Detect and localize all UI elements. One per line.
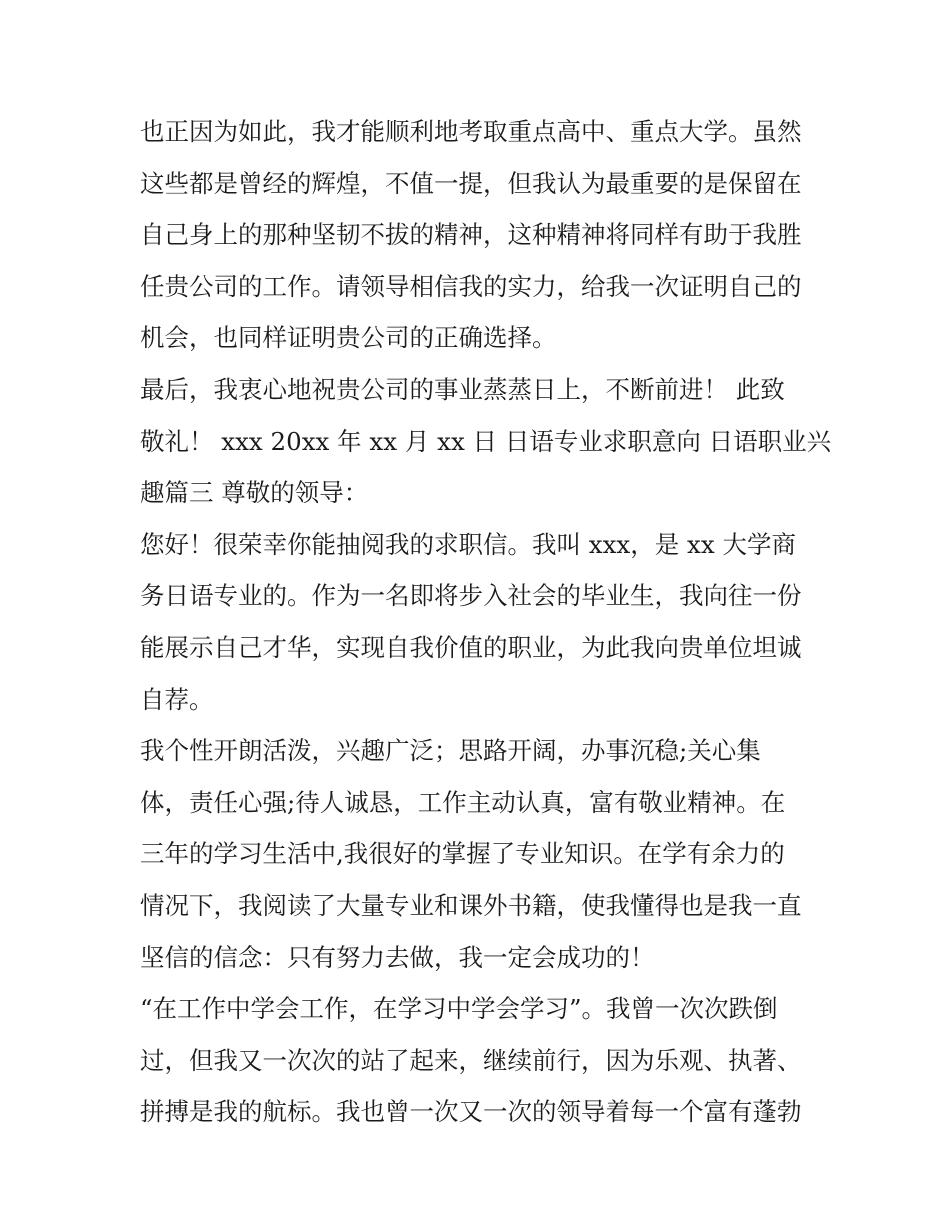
text-line: 最后，我衷心地祝贵公司的事业蒸蒸日上，不断前进！ 此致 [140,374,785,404]
text-line: 能展示自己才华，实现自我价值的职业，为此我向贵单位坦诚 [140,632,802,662]
text-line: 我个性开朗活泼，兴趣广泛；思路开阔，办事沉稳;关心集 [140,736,761,766]
text-line: 趣篇三 尊敬的领导： [140,478,369,508]
text-line: 拼搏是我的航标。我也曾一次又一次的领导着每一个富有蓬勃 [140,1097,802,1127]
text-line: 这些都是曾经的辉煌，不值一提，但我认为最重要的是保留在 [140,168,802,198]
text-line: 也正因为如此，我才能顺利地考取重点高中、重点大学。虽然 [140,117,802,146]
text-line: 敬礼！ xxx 20xx 年 xx 月 xx 日 日语专业求职意向 日语职业兴 [140,426,832,456]
text-line: 坚信的信念：只有努力去做，我一定会成功的！ [140,942,655,972]
text-line: 任贵公司的工作。请领导相信我的实力，给我一次证明自己的 [140,271,802,301]
text-line: 务日语专业的。作为一名即将步入社会的毕业生，我向往一份 [140,581,802,611]
text-line: 情况下，我阅读了大量专业和课外书籍，使我懂得也是我一直 [140,890,802,920]
text-line: 机会，也同样证明贵公司的正确选择。 [140,323,557,353]
text-line: 自荐。 [140,684,214,714]
text-line: 您好！很荣幸你能抽阅我的求职信。我叫 xxx，是 xx 大学商 [140,529,796,559]
body-text [140,106,832,1138]
text-line: 过，但我又一次次的站了起来，继续前行，因为乐观、执著、 [140,1045,802,1075]
text-line: 自己身上的那种坚韧不拔的精神，这种精神将同样有助于我胜 [140,220,802,250]
text-line: “在工作中学会工作，在学习中学会学习”。我曾一次次跌倒 [140,994,778,1024]
text-line: 体，责任心强;待人诚恳，工作主动认真，富有敬业精神。在 [140,787,786,817]
text-line: 三年的学习生活中,我很好的掌握了专业知识。在学有余力的 [140,839,785,869]
